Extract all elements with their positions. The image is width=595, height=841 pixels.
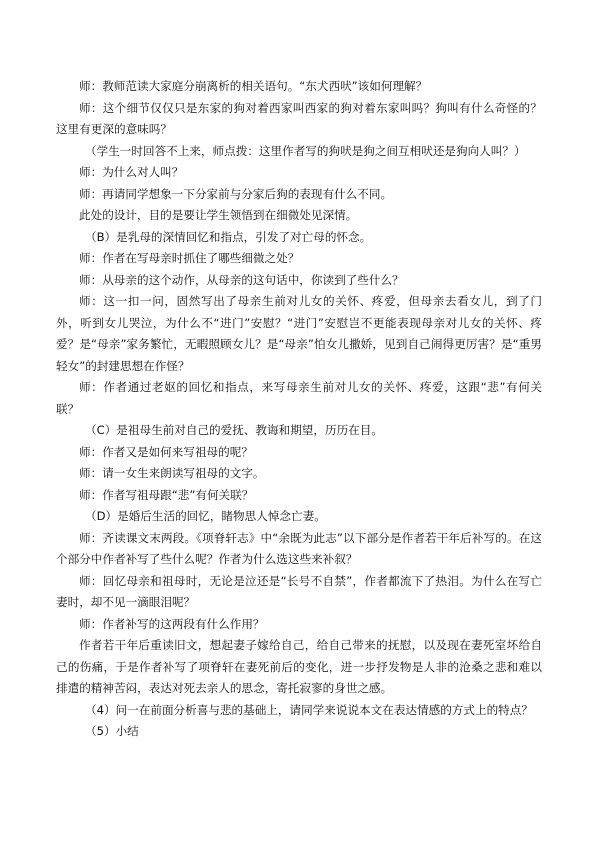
paragraph-20: 作者若干年后重读旧文，想起妻子嫁给自己，给自己带来的抚慰，以及现在妻死室坏给自己的伤痛，于是作者补写了项脊轩在妻死前后的变化，进一步抒发物是人非的沧桑之悲和难以排遣的精神苦闷，表达对死去亲人的思念，寄托寂寥的身世之感。: [56, 638, 542, 695]
paragraph-18: 师：回忆母亲和祖母时，无论是泣还是“长号不自禁”，作者都流下了热泪。为什么在写亡妻时，却不见一滴眼泪呢？: [56, 573, 542, 609]
paragraph-19: 师：作者补写的这两段有什么作用？: [79, 616, 265, 631]
paragraph-10: 师：这一扣一问，固然写出了母亲生前对儿女的关怀、疼爱，但母亲去看女儿，到了门外，听到女儿哭泣，为什么不“进门”安慰？“进门”安慰岂不更能表现母亲对儿女的关怀、疼爱？是“母亲”家务繁忙，无暇照顾女儿？是“母亲”怕女儿撒娇，见到自己闹得更厉害？是“重男轻女”的封建思想在作怪？: [56, 294, 542, 373]
paragraph-5: 师：再请同学想象一下分家前与分家后狗的表现有什么不同。: [79, 186, 393, 201]
paragraph-8: 师：作者在写母亲时抓住了哪些细微之处？: [79, 251, 300, 265]
paragraph-4: 师：为什么对人叫？: [79, 165, 184, 179]
document-body: [56, 76, 542, 743]
paragraph-6: 此处的设计，目的是要让学生领悟到在细微处见深情。: [79, 208, 358, 222]
paragraph-7: （B）是乳母的深情回忆和指点，引发了对亡母的怀念。: [85, 229, 372, 244]
paragraph-16: （D）是婚后生活的回忆，睹物思人悼念亡妻。: [85, 509, 326, 523]
paragraph-1: 师：教师范读大家庭分崩离析的相关语句。“东犬西吠”该如何理解？: [79, 79, 428, 93]
paragraph-9: 师：从母亲的这个动作，从母亲的这句话中，你读到了些什么？: [79, 272, 404, 287]
paragraph-14: 师：请一女生来朗读写祖母的文字。: [79, 466, 265, 480]
paragraph-11: 师：作者通过老妪的回忆和指点，来写母亲生前对儿女的关怀、疼爱，这跟“悲”有何关联？: [56, 380, 542, 416]
paragraph-17: 师：齐读课文末两段。《项脊轩志》中“余既为此志”以下部分是作者若干年后补写的。在这个部分中作者补写了些什么呢？作者为什么选这些来补叙？: [56, 530, 542, 566]
paragraph-22: （5）小结: [85, 724, 139, 738]
paragraph-21: （4）问一在前面分析喜与悲的基础上，请同学来说说本文在表达情感的方式上的特点？: [85, 702, 533, 717]
paragraph-2: 师：这个细节仅仅只是东家的狗对着西家叫西家的狗对着东家叫吗？狗叫有什么奇怪的？这里有更深的意味吗？: [56, 100, 542, 136]
paragraph-15: 师：作者写祖母跟“悲”有何关联？: [79, 487, 254, 502]
paragraph-13: 师：作者又是如何来写祖母的呢？: [79, 444, 253, 459]
paragraph-12: （C）是祖母生前对自己的爱抚、教诲和期望，历历在目。: [85, 423, 383, 437]
paragraph-3: （学生一时回答不上来，师点拨：这里作者写的狗吠是狗之间互相吠还是狗向人叫？）: [85, 143, 526, 158]
